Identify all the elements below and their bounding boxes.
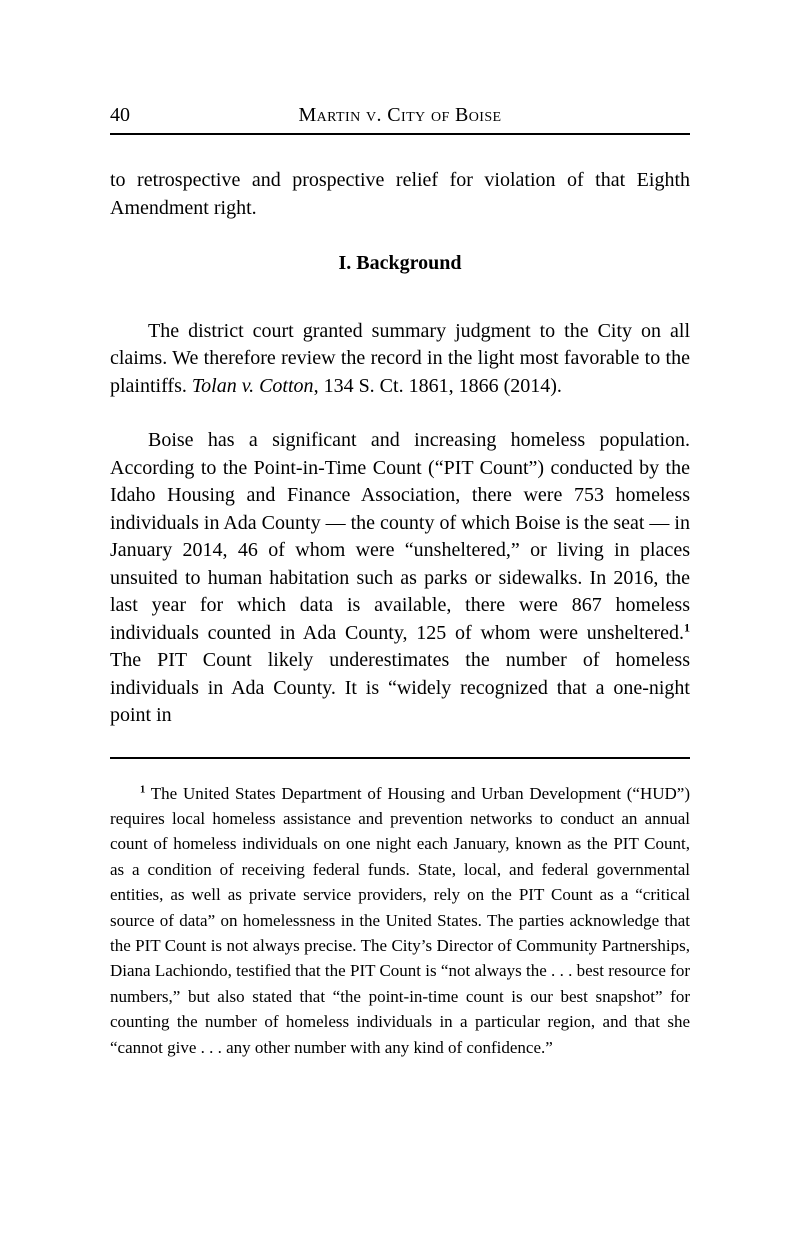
paragraph-2-text: Boise has a significant and increasing homeless population. According to the Point-in-Time Count (“PIT Count”) conducted by the Idaho Housing and Finance Association, there were 753 homeless individuals in Ada County — the county of which Boise is the seat — in January 2014, 46 of whom were “unsheltered,” or living in places unsuited to human habitation such as parks or sidewalks. In 2016, the last year for which data is available, there were 867 homeless individuals counted in Ada County, 125 of whom were unsheltered. [110, 429, 690, 644]
page-header [110, 104, 690, 131]
footnote-separator-rule [110, 757, 690, 759]
header-rule [110, 133, 690, 135]
footnote-reference: 1 [684, 619, 690, 634]
running-title: Martin v. City of Boise [298, 104, 502, 126]
paragraph-2 [110, 427, 690, 730]
opinion-body [110, 167, 690, 730]
paragraph-1-text: The district court granted summary judgment to the City on all claims. We therefore review the record in the light most favorable to the plaintiffs. [110, 319, 690, 397]
footnote-number: 1 [140, 783, 146, 795]
footnote-1 [110, 781, 690, 1060]
continuation-paragraph: to retrospective and prospective relief for violation of that Eighth Amendment right. [110, 169, 690, 219]
page-number: 40 [110, 104, 130, 126]
case-citation: Tolan v. Cotton [191, 374, 314, 397]
footnote-1-text: The United States Department of Housing and Urban Development (“HUD”) requires local homeless assistance and prevention networks to conduct an annual count of homeless individuals on one night each January, known as the PIT Count, as a condition of receiving federal funds. State, local, and federal governmental entities, as well as private service providers, rely on the PIT Count as a “critical source of data” on homelessness in the United States. The parties acknowledge that the PIT Count is not always precise. The City’s Director of Community Partnerships, Diana Lachiondo, testified that the PIT Count is “not always the . . . best resource for numbers,” but also stated that “the point-in-time count is our best snapshot” for counting the number of homeless individuals in a particular region, and that she “cannot give . . . any other number with any kind of confidence.” [110, 783, 690, 1057]
paragraph-1-text-after: , 134 S. Ct. 1861, 1866 (2014). [313, 374, 562, 397]
footnote-block [110, 757, 690, 1060]
paragraph-1 [110, 318, 690, 401]
paragraph-2-text-after: The PIT Count likely underestimates the number of homeless individuals in Ada County. It is “widely recognized that a one-night point in [110, 649, 690, 726]
section-heading: I. Background [338, 252, 462, 274]
